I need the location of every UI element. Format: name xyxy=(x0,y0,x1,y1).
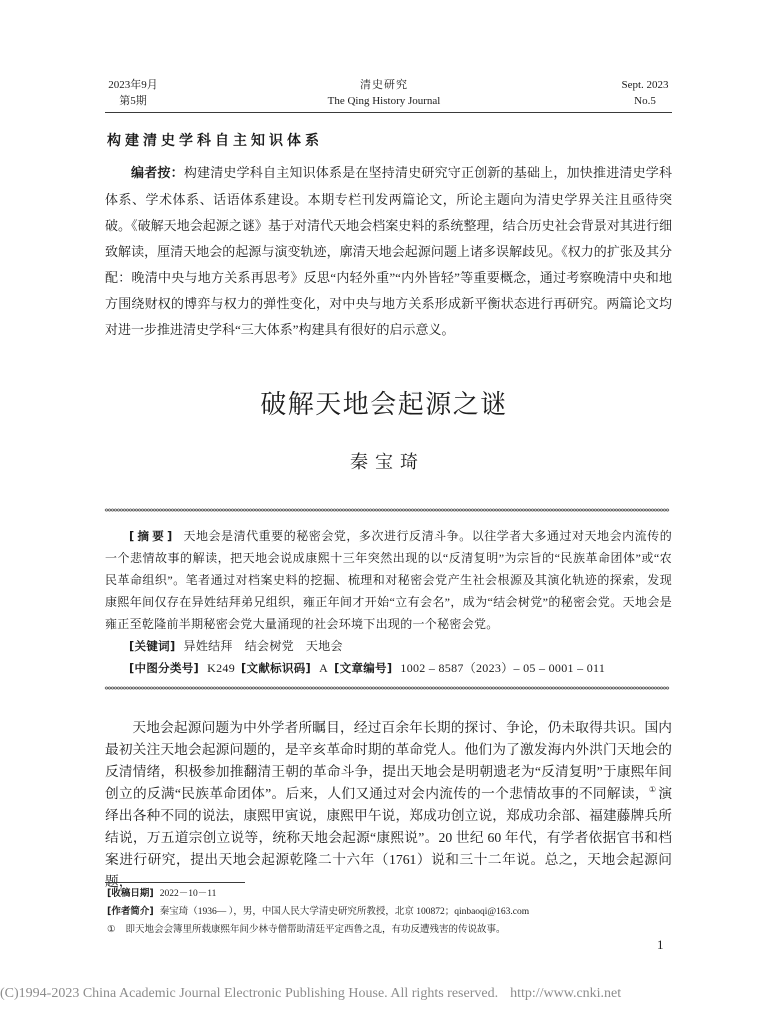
doc-code-value: A xyxy=(319,661,329,675)
copyright-text: (C)1994-2023 China Academic Journal Electronic Publishing House. All rights reserved. xyxy=(0,986,499,1001)
received-date-value: 2022－10－11 xyxy=(159,889,217,899)
header-right xyxy=(614,77,676,109)
keyword: 结会树党 xyxy=(244,639,294,653)
classification-line xyxy=(105,657,672,679)
header-rule xyxy=(105,112,672,113)
wavy-divider-top xyxy=(105,505,672,515)
clc-label: [中图分类号] xyxy=(129,661,200,675)
abstract-text: 天地会是清代重要的秘密会党，多次进行反清斗争。以往学者大多通过对天地会内流传的一个悲情故事的解读，把天地会说成康熙十三年突然出现的以“反清复明”为宗旨的“民族革命团体”或“农民革命组织”。笔者通过对档案史料的挖掘、梳理和对秘密会党产生社会根源及其演化轨迹的探索，发现康熙年间仅存在异姓结拜弟兄组织，雍正年间才开始“立有会名”，成为“结会树党”的秘密会党。天地会是雍正至乾隆前半期秘密会党大量涌现的社会环境下出现的一个秘密会党。 xyxy=(105,529,673,631)
article-author: 秦宝琦 xyxy=(350,452,425,472)
header-date-en: Sept. 2023 xyxy=(621,79,669,91)
keyword: 天地会 xyxy=(305,639,343,653)
keyword: 异姓结拜 xyxy=(183,639,233,653)
article-number-label: [文章编号] xyxy=(334,661,393,675)
abstract-label: [摘要] xyxy=(129,529,176,543)
received-date-label: [收稿日期] xyxy=(107,888,154,899)
footnotes xyxy=(107,885,672,939)
clc-value: K249 xyxy=(207,661,235,675)
body-paragraph xyxy=(105,717,672,893)
footnote-1 xyxy=(107,921,672,939)
copyright-watermark xyxy=(0,985,621,1003)
watermark-url: http://www.cnki.net xyxy=(510,986,622,1001)
editor-note-label: 编者按： xyxy=(131,166,184,181)
author-bio-value: 秦宝琦（1936— ），男，中国人民大学清史研究所教授，北京 100872；qinbaoqi@163.com xyxy=(159,907,530,917)
footnote-rule xyxy=(105,882,245,883)
received-date xyxy=(107,885,672,903)
doc-code-label: [文献标识码] xyxy=(241,661,312,675)
body-text-part2: 演绎出各种不同的说法，康熙甲寅说，康熙甲午说，郑成功创立说，郑成功余部、福建藤牌兵所结说，万五道宗创立说等，统称天地会起源“康熙说”。20 世纪 60 年代，有学者依据官书和档案进行研究，提出天地会起源乾隆二十六年（1761）说和三十二年说。总之，天地会起源问题， xyxy=(105,786,673,889)
header-date-cn: 2023年9月 xyxy=(108,79,158,91)
header-issue-en: No.5 xyxy=(634,95,656,107)
wavy-divider-bottom xyxy=(105,683,672,693)
footnote-reference: ① xyxy=(648,785,657,794)
journal-name-en: The Qing History Journal xyxy=(327,95,441,107)
journal-name-cn: 清史研究 xyxy=(360,79,408,91)
body-text-part1: 天地会起源问题为中外学者所瞩目，经过百余年长期的探讨、争论，仍未取得共识。国内最初关注天地会起源问题的，是辛亥革命时期的革命党人。他们为了激发海内外洪门天地会的反清情绪，积极参加推翻清王朝的革命斗争，提出天地会是明朝遗老为“反清复明”于康熙年间创立的反满“民族革命团体”。后来，人们又通过对会内流传的一个悲情故事的不同解读， xyxy=(105,720,672,801)
abstract xyxy=(105,525,672,635)
keywords xyxy=(105,635,672,657)
page-number: 1 xyxy=(657,937,664,952)
editor-note xyxy=(105,160,672,343)
keywords-label: [关键词] xyxy=(129,639,176,653)
header-center xyxy=(284,77,484,109)
column-heading: 构建清史学科自主知识体系 xyxy=(107,133,323,149)
footnote-1-text: 即天地会会簿里所载康熙年间少林寺僧帮助清廷平定西鲁之乱，有功反遭残害的传说故事。 xyxy=(125,925,506,935)
author-bio-label: [作者简介] xyxy=(107,906,154,917)
header-issue-cn: 第5期 xyxy=(119,95,147,107)
author-bio xyxy=(107,903,672,921)
editor-note-text: 构建清史学科自主知识体系是在坚持清史研究守正创新的基础上，加快推进清史学科体系、学术体系、话语体系建设。本期专栏刊发两篇论文，所论主题向为清史学界关注且亟待突破。《破解天地会起源之谜》基于对清代天地会档案史料的系统整理，结合历史社会背景对其进行细致解读，厘清天地会的起源与演变轨迹，廓清天地会起源问题上诸多误解歧见。《权力的扩张及其分配：晚清中央与地方关系再思考》反思“内轻外重”“内外皆轻”等重要概念，通过考察晚清中央和地方围绕财权的博弈与权力的弹性变化，对中央与地方关系形成新平衡状态进行再研究。两篇论文均对进一步推进清史学科“三大体系”构建具有很好的启示意义。 xyxy=(105,165,672,337)
abstract-block xyxy=(105,525,672,679)
article-number-value: 1002 – 8587（2023）– 05 – 0001 – 011 xyxy=(400,661,606,675)
header-left xyxy=(102,77,164,109)
article-title: 破解天地会起源之谜 xyxy=(260,390,508,420)
footnote-1-marker: ① xyxy=(107,925,116,935)
